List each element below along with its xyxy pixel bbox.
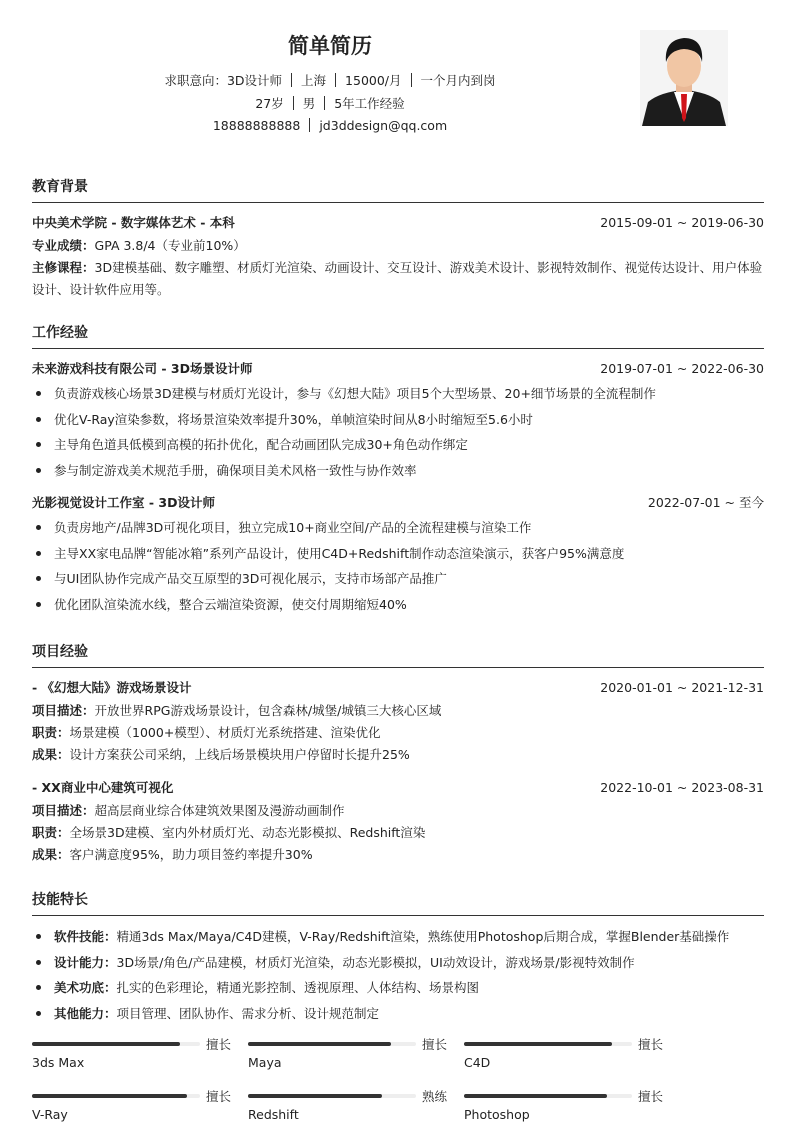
project-header — [32, 676, 764, 700]
skill-level: 擅长 — [422, 1037, 448, 1052]
list-item — [32, 950, 764, 976]
value: 3D场景/角色/产品建模，材质灯光渲染，动态光影模拟，UI动效设计，游戏场景/影视特效制作 — [116, 954, 635, 970]
skill-progress-bar — [464, 1042, 632, 1046]
section-title: 技能特长 — [32, 889, 764, 916]
gender: 男 — [302, 96, 316, 111]
date: 2019-07-01 ~ 2022-06-30 — [600, 361, 764, 376]
list-item: 主导角色道具低模到高模的拓扑优化，配合动画团队完成30+角色动作绑定 — [32, 432, 764, 458]
date: 2020-01-01 ~ 2021-12-31 — [600, 680, 764, 695]
project — [32, 776, 764, 866]
resume-title: 简单简历 — [288, 34, 372, 58]
skill-progress-bar — [32, 1094, 200, 1098]
list-item: 主导XX家电品牌“智能冰箱”系列产品设计，使用C4D+Redshift制作动态渲染演示，获客户95%满意度 — [32, 541, 764, 567]
age: 27岁 — [255, 96, 284, 111]
courses — [32, 257, 764, 301]
skill-progress-bar — [464, 1094, 632, 1098]
job-header — [32, 491, 764, 515]
value: GPA 3.8/4（专业前10%） — [94, 238, 246, 253]
label: 软件技能： — [54, 929, 117, 944]
value: 3D建模基础、数字雕塑、材质灯光渲染、动画设计、交互设计、游戏美术设计、影视特效制作、视觉传达设计、用户体验设计、设计软件应用等。 — [32, 260, 763, 297]
label: 设计能力： — [54, 954, 117, 970]
skill-progress-fill — [248, 1042, 391, 1046]
divider — [293, 96, 294, 110]
work-section — [32, 322, 764, 617]
label: 职责： — [32, 825, 70, 840]
education-section — [32, 176, 764, 301]
job — [32, 357, 764, 483]
value: 设计方案获公司采纳，上线后场景模块用户停留时长提升25% — [69, 747, 410, 762]
skill-progress-fill — [248, 1094, 382, 1098]
list-item: 负责房地产/品牌3D可视化项目，独立完成10+商业空间/产品的全流程建模与渲染工作 — [32, 515, 764, 541]
list-item: 参与制定游戏美术规范手册，确保项目美术风格一致性与协作效率 — [32, 458, 764, 484]
skill-progress-bar — [248, 1094, 416, 1098]
email: jd3ddesign@qq.com — [319, 118, 448, 133]
grade — [32, 235, 764, 257]
phone: 18888888888 — [212, 118, 301, 133]
divider — [309, 118, 310, 132]
list-item — [32, 1001, 764, 1027]
project-duty — [32, 822, 764, 844]
date: 2022-07-01 ~ 至今 — [647, 495, 764, 510]
skill-progress-bar — [32, 1042, 200, 1046]
project-duty — [32, 722, 764, 744]
skill-bar-item — [464, 1088, 680, 1134]
personal-info-line — [0, 94, 660, 112]
job-intent: 求职意向：3D设计师 — [164, 73, 283, 88]
project-result — [32, 744, 764, 766]
value: 全场景3D建模、室内外材质灯光、动态光影模拟、Redshift渲染 — [69, 825, 426, 840]
company: 未来游戏科技有限公司 - 3D场景设计师 — [32, 361, 253, 376]
list-item — [32, 924, 764, 950]
label: 项目描述： — [32, 803, 95, 818]
label: 美术功底： — [54, 980, 117, 995]
skill-level: 擅长 — [638, 1037, 664, 1052]
skill-bar-item — [32, 1036, 248, 1082]
skill-progress-fill — [464, 1094, 607, 1098]
job-header — [32, 357, 764, 381]
divider — [324, 96, 325, 110]
project-desc — [32, 800, 764, 822]
skill-progress-fill — [32, 1042, 180, 1046]
education-row — [32, 211, 764, 235]
skill-progress-fill — [32, 1094, 187, 1098]
skill-bar-item — [32, 1088, 248, 1134]
divider — [291, 73, 292, 87]
label: 项目描述： — [32, 703, 95, 718]
experience-years: 5年工作经验 — [334, 96, 405, 111]
job — [32, 491, 764, 617]
project — [32, 676, 764, 766]
list-item — [32, 975, 764, 1001]
value: 扎实的色彩理论，精通光影控制、透视原理、人体结构、场景构图 — [116, 980, 480, 995]
skill-name: V-Ray — [32, 1107, 68, 1122]
list-item: 优化团队渲染流水线，整合云端渲染资源，使交付周期缩短40% — [32, 592, 764, 618]
skill-level: 擅长 — [206, 1089, 232, 1104]
label: 主修课程： — [32, 260, 95, 275]
skill-level: 熟练 — [422, 1089, 448, 1104]
project-header — [32, 776, 764, 800]
company: 光影视觉设计工作室 - 3D设计师 — [32, 495, 215, 510]
label: 成果： — [32, 847, 70, 862]
salary: 15000/月 — [345, 73, 402, 88]
skill-bar-item — [248, 1036, 464, 1082]
skill-name: C4D — [464, 1055, 491, 1070]
skill-name: Maya — [248, 1055, 282, 1070]
projects-section — [32, 641, 764, 866]
skill-name: 3ds Max — [32, 1055, 85, 1070]
label: 职责： — [32, 725, 70, 740]
list-item: 负责游戏核心场景3D建模与材质灯光设计，参与《幻想大陆》项目5个大型场景、20+细节场景的全流程制作 — [32, 381, 764, 407]
avatar — [640, 30, 728, 126]
availability: 一个月内到岗 — [420, 73, 496, 88]
divider — [411, 73, 412, 87]
label: 成果： — [32, 747, 70, 762]
skill-level: 擅长 — [206, 1037, 232, 1052]
value: 超高层商业综合体建筑效果图及漫游动画制作 — [94, 803, 345, 818]
section-title: 工作经验 — [32, 322, 764, 349]
value: 场景建模（1000+模型）、材质灯光系统搭建、渲染优化 — [69, 725, 381, 740]
project-name: - 《幻想大陆》游戏场景设计 — [32, 680, 192, 695]
value: 开放世界RPG游戏场景设计，包含森林/城堡/城镇三大核心区域 — [94, 703, 442, 718]
skill-bars — [32, 1036, 764, 1134]
section-title: 项目经验 — [32, 641, 764, 668]
skill-progress-fill — [464, 1042, 612, 1046]
skill-name: Redshift — [248, 1107, 299, 1122]
skill-progress-bar — [248, 1042, 416, 1046]
value: 客户满意度95%，助力项目签约率提升30% — [69, 847, 313, 862]
skills-section — [32, 889, 764, 1026]
project-desc — [32, 700, 764, 722]
school: 中央美术学院 - 数字媒体艺术 - 本科 — [32, 215, 235, 230]
date: 2015-09-01 ~ 2019-06-30 — [600, 215, 764, 230]
skill-name: Photoshop — [464, 1107, 530, 1122]
job-intent-line — [0, 71, 660, 89]
list-item: 优化V-Ray渲染参数，将场景渲染效率提升30%，单帧渲染时间从8小时缩短至5.6小时 — [32, 407, 764, 433]
date: 2022-10-01 ~ 2023-08-31 — [600, 780, 764, 795]
project-name: - XX商业中心建筑可视化 — [32, 780, 174, 795]
list-item: 与UI团队协作完成产品交互原型的3D可视化展示，支持市场部产品推广 — [32, 566, 764, 592]
divider — [335, 73, 336, 87]
value: 精通3ds Max/Maya/C4D建模，V-Ray/Redshift渲染，熟练使用Photoshop后期合成，掌握Blender基础操作 — [116, 929, 730, 944]
project-result — [32, 844, 764, 866]
contact-line — [0, 118, 660, 133]
value: 项目管理、团队协作、需求分析、设计规范制定 — [116, 1005, 380, 1021]
skill-level: 擅长 — [638, 1089, 664, 1104]
section-title: 教育背景 — [32, 176, 764, 203]
skill-bar-item — [464, 1036, 680, 1082]
label: 专业成绩： — [32, 238, 95, 253]
city: 上海 — [301, 73, 327, 88]
skill-bar-item — [248, 1088, 464, 1134]
label: 其他能力： — [54, 1005, 117, 1021]
